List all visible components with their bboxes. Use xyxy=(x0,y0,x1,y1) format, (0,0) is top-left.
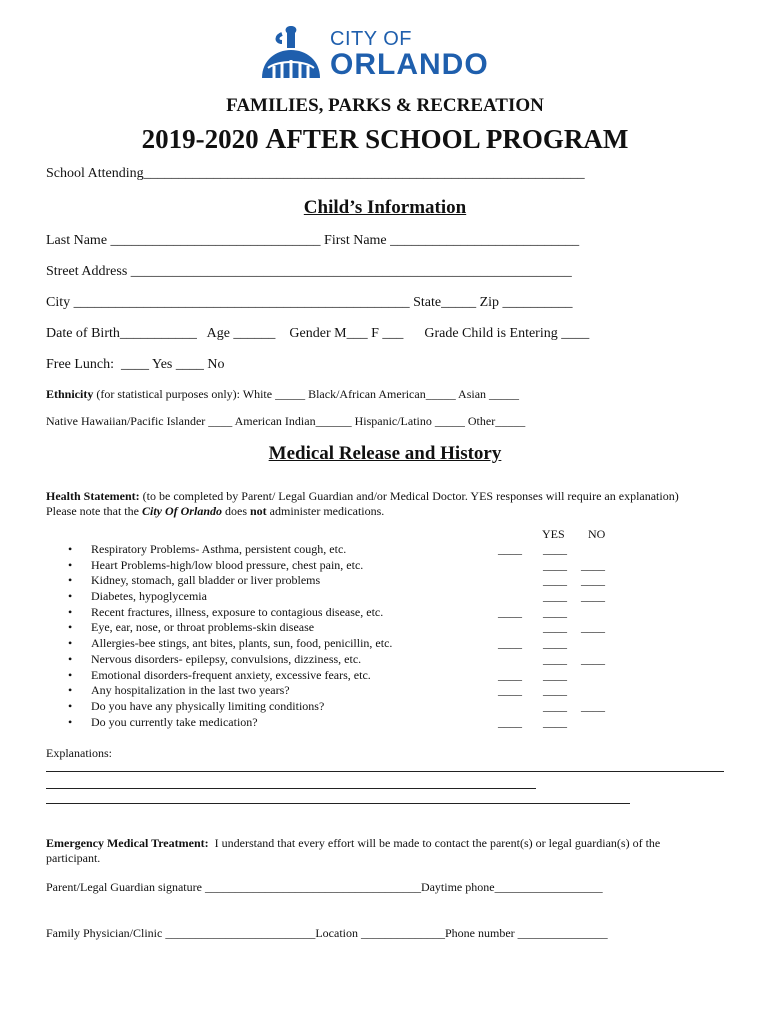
condition-row xyxy=(46,715,646,731)
condition-row xyxy=(46,573,646,589)
bullet-icon: • xyxy=(68,557,73,572)
medical-heading: Medical Release and History xyxy=(268,443,502,464)
condition-no-blank[interactable]: ____ xyxy=(543,683,567,698)
note-mid: does xyxy=(222,504,250,518)
condition-yes-blank[interactable]: ____ xyxy=(498,714,522,729)
condition-text: Recent fractures, illness, exposure to contagious disease, etc. xyxy=(91,604,384,619)
school-attending-field[interactable]: School Attending_______________________________________________________________ xyxy=(46,166,585,181)
explanation-line-2[interactable] xyxy=(46,788,536,789)
bullet-icon: • xyxy=(68,714,73,729)
condition-row xyxy=(46,652,646,668)
explanations-label: Explanations: xyxy=(46,746,112,760)
bullet-icon: • xyxy=(68,683,73,698)
logo-city-of: CITY OF xyxy=(330,28,413,50)
condition-text: Do you have any physically limiting conditions? xyxy=(91,698,325,713)
emergency-text-1: I understand that every effort will be made to contact the parent(s) or legal guardian(s) of the xyxy=(208,836,661,850)
condition-no-blank[interactable]: ____ xyxy=(543,714,567,729)
bullet-icon: • xyxy=(68,667,73,682)
street-address-field[interactable]: Street Address _______________________________________________________________ xyxy=(46,264,572,279)
emergency-text-2: participant. xyxy=(46,851,101,865)
page-title xyxy=(0,123,770,156)
condition-text: Eye, ear, nose, or throat problems-skin disease xyxy=(91,620,315,635)
condition-no-blank[interactable]: ____ xyxy=(581,573,605,588)
condition-text: Do you currently take medication? xyxy=(91,714,258,729)
yes-column-header: YES xyxy=(542,527,565,541)
child-info-heading: Child’s Information xyxy=(303,197,467,218)
ethnicity-label: Ethnicity xyxy=(46,387,94,401)
name-fields[interactable]: Last Name ______________________________ First Name ___________________________ xyxy=(46,233,580,248)
medical-conditions-list xyxy=(46,542,646,730)
bullet-icon: • xyxy=(68,620,73,635)
explanation-line-1[interactable] xyxy=(46,771,724,772)
guardian-signature-field[interactable]: Parent/Legal Guardian signature ____________________________________Daytime phone__________________ xyxy=(46,880,603,894)
condition-row xyxy=(46,589,646,605)
condition-text: Heart Problems-high/low blood pressure, chest pain, etc. xyxy=(91,557,364,572)
title-initial: A xyxy=(265,123,287,155)
condition-yes-blank[interactable]: ____ xyxy=(498,636,522,651)
condition-text: Nervous disorders- epilepsy, convulsions, dizziness, etc. xyxy=(91,651,362,666)
city-of-orlando-logo xyxy=(258,22,508,82)
bullet-icon: • xyxy=(68,698,73,713)
condition-no-blank[interactable]: ____ xyxy=(543,667,567,682)
condition-no-blank[interactable]: ____ xyxy=(581,557,605,572)
condition-yes-blank[interactable]: ____ xyxy=(498,604,522,619)
condition-no-blank[interactable]: ____ xyxy=(581,698,605,713)
bullet-icon: • xyxy=(68,589,73,604)
free-lunch-field[interactable]: Free Lunch: ____ Yes ____ No xyxy=(46,357,225,372)
condition-row xyxy=(46,668,646,684)
condition-text: Any hospitalization in the last two years? xyxy=(91,683,290,698)
bullet-icon: • xyxy=(68,604,73,619)
department-title: FAMILIES, PARKS & RECREATION xyxy=(226,95,544,116)
note-post: administer medications. xyxy=(266,504,385,518)
condition-yes-blank[interactable]: ____ xyxy=(543,557,567,572)
condition-no-blank[interactable]: ____ xyxy=(581,651,605,666)
condition-no-blank[interactable]: ____ xyxy=(543,604,567,619)
title-year: 2019-2020 xyxy=(141,124,266,154)
condition-yes-blank[interactable]: ____ xyxy=(498,542,522,556)
ethnicity-line-1[interactable] xyxy=(46,387,519,402)
emergency-treatment-statement xyxy=(46,836,660,851)
condition-text: Kidney, stomach, gall bladder or liver problems xyxy=(91,573,321,588)
ethnicity-options-1: (for statistical purposes only): White _____ Black/African American_____ Asian _____ xyxy=(93,387,520,401)
condition-yes-blank[interactable]: ____ xyxy=(498,667,522,682)
condition-row xyxy=(46,636,646,652)
bullet-icon: • xyxy=(68,651,73,666)
condition-text: Emotional disorders-frequent anxiety, excessive fears, etc. xyxy=(91,667,371,682)
medication-note xyxy=(46,504,384,519)
health-statement-label: Health Statement: xyxy=(46,489,140,503)
condition-row xyxy=(46,620,646,636)
ethnicity-line-2[interactable]: Native Hawaiian/Pacific Islander ____ American Indian______ Hispanic/Latino _____ Other_____ xyxy=(46,414,526,428)
condition-row xyxy=(46,542,646,558)
condition-row xyxy=(46,558,646,574)
note-pre: Please note that the xyxy=(46,504,142,518)
title-rest: FTER SCHOOL PROGRAM xyxy=(286,124,629,154)
condition-no-blank[interactable]: ____ xyxy=(581,589,605,604)
physician-location-phone-fields[interactable]: Family Physician/Clinic _________________________Location ______________Phone number _______________ xyxy=(46,926,608,940)
no-column-header: NO xyxy=(588,527,606,541)
city-state-zip-fields[interactable]: City ________________________________________________ State_____ Zip __________ xyxy=(46,295,573,310)
bullet-icon: • xyxy=(68,542,73,556)
health-statement xyxy=(46,489,679,504)
condition-no-blank[interactable]: ____ xyxy=(581,620,605,635)
condition-yes-blank[interactable]: ____ xyxy=(543,620,567,635)
condition-yes-blank[interactable]: ____ xyxy=(543,589,567,604)
condition-text: Allergies-bee stings, ant bites, plants, sun, food, penicillin, etc. xyxy=(91,636,393,651)
condition-text: Diabetes, hypoglycemia xyxy=(91,589,207,604)
condition-row xyxy=(46,699,646,715)
bullet-icon: • xyxy=(68,573,73,588)
note-not: not xyxy=(250,504,267,518)
condition-row xyxy=(46,683,646,699)
condition-yes-blank[interactable]: ____ xyxy=(543,698,567,713)
condition-text: Respiratory Problems- Asthma, persistent cough, etc. xyxy=(91,542,347,556)
condition-yes-blank[interactable]: ____ xyxy=(498,683,522,698)
note-city: City Of Orlando xyxy=(141,504,222,518)
city-seal-icon xyxy=(258,22,324,82)
condition-row xyxy=(46,605,646,621)
bullet-icon: • xyxy=(68,636,73,651)
condition-no-blank[interactable]: ____ xyxy=(543,636,567,651)
dob-age-gender-grade-fields[interactable]: Date of Birth___________ Age ______ Gender M___ F ___ Grade Child is Entering ____ xyxy=(46,326,590,341)
condition-yes-blank[interactable]: ____ xyxy=(543,573,567,588)
health-statement-text: (to be completed by Parent/ Legal Guardian and/or Medical Doctor. YES responses will require an explanation) xyxy=(139,489,679,503)
logo-orlando: ORLANDO xyxy=(330,48,489,81)
emergency-label: Emergency Medical Treatment: xyxy=(46,836,209,850)
explanation-line-3[interactable] xyxy=(46,803,630,804)
condition-yes-blank[interactable]: ____ xyxy=(543,651,567,666)
condition-no-blank[interactable]: ____ xyxy=(543,542,567,556)
